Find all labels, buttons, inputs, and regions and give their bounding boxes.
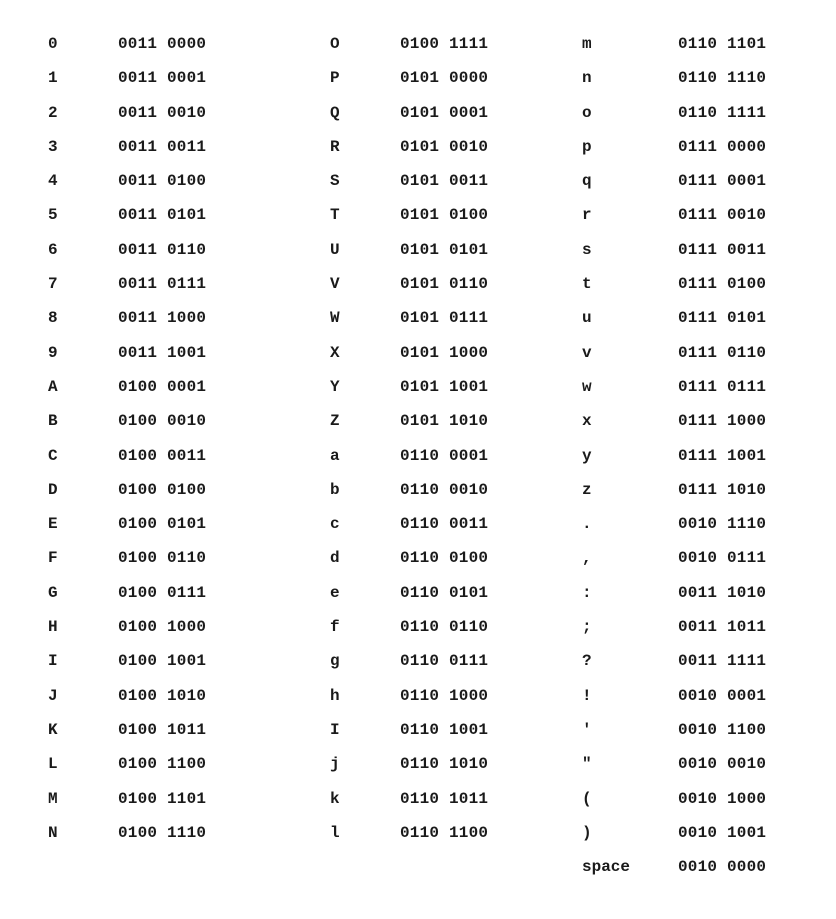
binary-code: 0011 0101 xyxy=(118,206,207,225)
binary-code: 0101 1000 xyxy=(400,343,489,362)
character-label: 9 xyxy=(48,343,58,362)
binary-code: 0100 0111 xyxy=(118,583,207,602)
character-label: n xyxy=(582,69,592,88)
character-label: p xyxy=(582,137,592,156)
binary-code: 0011 1000 xyxy=(118,309,207,328)
binary-code: 0110 1000 xyxy=(400,686,489,705)
character-label: l xyxy=(330,823,340,842)
binary-code: 0100 1000 xyxy=(118,618,207,637)
character-label: 6 xyxy=(48,240,58,259)
binary-code: 0101 0000 xyxy=(400,69,489,88)
character-label: 3 xyxy=(48,137,58,156)
character-label: A xyxy=(48,377,58,396)
character-label: 0 xyxy=(48,35,58,53)
binary-code: 0110 0011 xyxy=(400,515,489,534)
character-label: R xyxy=(330,137,340,156)
binary-code: 0110 1101 xyxy=(678,35,767,53)
character-label: L xyxy=(48,755,58,774)
binary-code: 0110 0010 xyxy=(400,480,489,499)
character-label: H xyxy=(48,618,58,637)
binary-code: 0111 0010 xyxy=(678,206,767,225)
character-label: , xyxy=(582,549,592,568)
binary-code: 0110 0110 xyxy=(400,618,489,637)
character-label: e xyxy=(330,583,340,602)
character-label: T xyxy=(330,206,340,225)
binary-code: 0111 0000 xyxy=(678,137,767,156)
binary-code: 0010 0010 xyxy=(678,755,767,774)
binary-code: 0110 0001 xyxy=(400,446,489,465)
character-label: ! xyxy=(582,686,592,705)
character-label: K xyxy=(48,720,58,739)
binary-code: 0110 1011 xyxy=(400,789,489,808)
binary-code: 0111 1001 xyxy=(678,446,767,465)
character-label: ( xyxy=(582,789,592,808)
binary-code: 0100 1100 xyxy=(118,755,207,774)
character-label: u xyxy=(582,309,592,328)
binary-code: 0100 0100 xyxy=(118,480,207,499)
binary-code: 0110 0101 xyxy=(400,583,489,602)
binary-code: 0100 1101 xyxy=(118,789,207,808)
binary-code: 0111 1010 xyxy=(678,480,767,499)
character-label: k xyxy=(330,789,340,808)
binary-code: 0011 0000 xyxy=(118,35,207,53)
character-label: C xyxy=(48,446,58,465)
character-label: W xyxy=(330,309,340,328)
character-label: w xyxy=(582,377,592,396)
binary-code: 0011 0110 xyxy=(118,240,207,259)
binary-code: 0010 0001 xyxy=(678,686,767,705)
character-label: o xyxy=(582,103,592,122)
character-label: q xyxy=(582,172,592,191)
binary-code: 0010 1100 xyxy=(678,720,767,739)
binary-code: 0110 1001 xyxy=(400,720,489,739)
character-label: z xyxy=(582,480,592,499)
binary-code: 0110 0100 xyxy=(400,549,489,568)
binary-code: 0100 0101 xyxy=(118,515,207,534)
character-label: I xyxy=(330,720,340,739)
character-label: : xyxy=(582,583,592,602)
binary-code: 0100 1001 xyxy=(118,652,207,671)
character-label: S xyxy=(330,172,340,191)
binary-code: 0101 0111 xyxy=(400,309,489,328)
character-label: h xyxy=(330,686,340,705)
binary-code: 0010 1001 xyxy=(678,823,767,842)
character-label: 7 xyxy=(48,275,58,294)
character-label: 1 xyxy=(48,69,58,88)
character-label: X xyxy=(330,343,340,362)
binary-code: 0111 0011 xyxy=(678,240,767,259)
character-label: s xyxy=(582,240,592,259)
binary-code: 0101 0001 xyxy=(400,103,489,122)
binary-code: 0100 1010 xyxy=(118,686,207,705)
character-label: ) xyxy=(582,823,592,842)
binary-code: 0110 1110 xyxy=(678,69,767,88)
binary-code: 0111 0110 xyxy=(678,343,767,362)
binary-code: 0110 1111 xyxy=(678,103,767,122)
binary-code: 0101 0011 xyxy=(400,172,489,191)
binary-code: 0110 1100 xyxy=(400,823,489,842)
binary-code: 0110 1010 xyxy=(400,755,489,774)
character-label: M xyxy=(48,789,58,808)
character-label: O xyxy=(330,35,340,53)
character-label: ; xyxy=(582,618,592,637)
binary-code: 0111 0001 xyxy=(678,172,767,191)
binary-code: 0100 0110 xyxy=(118,549,207,568)
binary-code: 0100 1011 xyxy=(118,720,207,739)
character-label: d xyxy=(330,549,340,568)
binary-code: 0011 1010 xyxy=(678,583,767,602)
binary-code: 0011 0010 xyxy=(118,103,207,122)
character-label: " xyxy=(582,755,592,774)
binary-code: 0100 0011 xyxy=(118,446,207,465)
character-label: y xyxy=(582,446,592,465)
binary-code: 0101 0101 xyxy=(400,240,489,259)
character-label: I xyxy=(48,652,58,671)
character-label: 8 xyxy=(48,309,58,328)
binary-code: 0011 0100 xyxy=(118,172,207,191)
binary-code: 0010 0000 xyxy=(678,858,767,877)
binary-code: 0111 0101 xyxy=(678,309,767,328)
binary-code: 0011 0001 xyxy=(118,69,207,88)
binary-code: 0100 0001 xyxy=(118,377,207,396)
character-label: Z xyxy=(330,412,340,431)
character-label: t xyxy=(582,275,592,294)
binary-code: 0011 1001 xyxy=(118,343,207,362)
character-label: v xyxy=(582,343,592,362)
binary-code: 0100 0010 xyxy=(118,412,207,431)
binary-code: 0010 0111 xyxy=(678,549,767,568)
binary-code: 0010 1000 xyxy=(678,789,767,808)
binary-code: 0011 0011 xyxy=(118,137,207,156)
binary-code: 0101 1001 xyxy=(400,377,489,396)
character-label: E xyxy=(48,515,58,534)
character-label: b xyxy=(330,480,340,499)
character-label: x xyxy=(582,412,592,431)
character-label: J xyxy=(48,686,58,705)
binary-code: 0011 1111 xyxy=(678,652,767,671)
character-label: 5 xyxy=(48,206,58,225)
binary-code: 0101 1010 xyxy=(400,412,489,431)
binary-code: 0011 1011 xyxy=(678,618,767,637)
character-label: space xyxy=(582,858,631,877)
binary-code: 0100 1110 xyxy=(118,823,207,842)
character-label: f xyxy=(330,618,340,637)
character-label: Y xyxy=(330,377,340,396)
binary-code: 0111 1000 xyxy=(678,412,767,431)
character-label: P xyxy=(330,69,340,88)
character-label: ? xyxy=(582,652,592,671)
character-label: Q xyxy=(330,103,340,122)
binary-code: 0100 1111 xyxy=(400,35,489,53)
character-label: a xyxy=(330,446,340,465)
character-label: F xyxy=(48,549,58,568)
binary-code: 0101 0010 xyxy=(400,137,489,156)
character-label: D xyxy=(48,480,58,499)
character-label: r xyxy=(582,206,592,225)
binary-code: 0111 0111 xyxy=(678,377,767,396)
character-label: U xyxy=(330,240,340,259)
character-label: j xyxy=(330,755,340,774)
character-label: ' xyxy=(582,720,592,739)
character-label: m xyxy=(582,35,592,53)
character-label: g xyxy=(330,652,340,671)
binary-code: 0101 0100 xyxy=(400,206,489,225)
binary-code: 0101 0110 xyxy=(400,275,489,294)
binary-code: 0011 0111 xyxy=(118,275,207,294)
character-label: V xyxy=(330,275,340,294)
binary-code: 0110 0111 xyxy=(400,652,489,671)
character-label: 2 xyxy=(48,103,58,122)
character-label: 4 xyxy=(48,172,58,191)
character-label: c xyxy=(330,515,340,534)
character-label: N xyxy=(48,823,58,842)
character-label: G xyxy=(48,583,58,602)
character-label: . xyxy=(582,515,592,534)
character-label: B xyxy=(48,412,58,431)
binary-code: 0010 1110 xyxy=(678,515,767,534)
binary-code: 0111 0100 xyxy=(678,275,767,294)
